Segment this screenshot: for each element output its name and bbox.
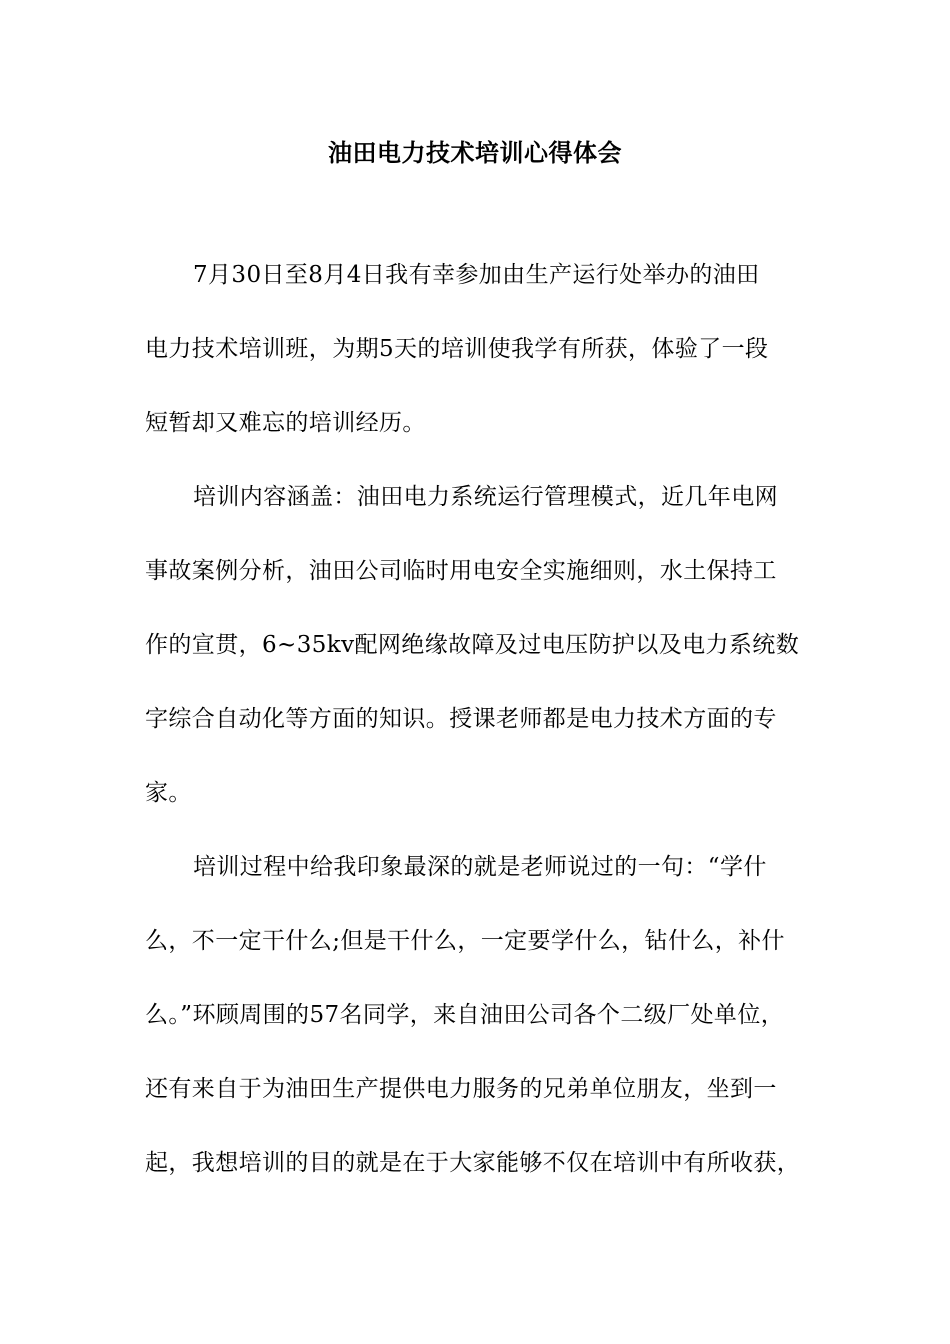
text-line: 培训过程中给我印象最深的就是老师说过的一句：“学什 xyxy=(193,854,767,880)
text-line: 么。”环顾周围的57名同学，来自油田公司各个二级厂处单位， xyxy=(145,1002,785,1028)
text-line: 短暂却又难忘的培训经历。 xyxy=(145,410,426,436)
paragraph-training-content xyxy=(145,460,810,830)
text-line: 起，我想培训的目的就是在于大家能够不仅在培训中有所收获， xyxy=(145,1150,801,1176)
document-title: 油田电力技术培训心得体会 xyxy=(328,138,622,167)
text-line: 家。 xyxy=(145,780,192,806)
text-line: 么，不一定干什么;但是干什么，一定要学什么，钻什么，补什 xyxy=(145,928,785,954)
paragraph-training-impression xyxy=(145,830,810,1200)
document-body xyxy=(145,238,810,1200)
text-line: 培训内容涵盖：油田电力系统运行管理模式，近几年电网 xyxy=(193,484,778,510)
text-line: 7月30日至8月4日我有幸参加由生产运行处举办的油田 xyxy=(193,262,760,288)
text-line: 字综合自动化等方面的知识。授课老师都是电力技术方面的专 xyxy=(145,706,777,732)
text-line: 事故案例分析，油田公司临时用电安全实施细则，水土保持工 xyxy=(145,558,777,584)
text-line: 还有来自于为油田生产提供电力服务的兄弟单位朋友，坐到一 xyxy=(145,1076,777,1102)
text-line: 电力技术培训班，为期5天的培训使我学有所获，体验了一段 xyxy=(145,336,769,362)
text-line: 作的宣贯，6~35kv配网绝缘故障及过电压防护以及电力系统数 xyxy=(145,632,800,658)
paragraph-training-intro xyxy=(145,238,810,460)
